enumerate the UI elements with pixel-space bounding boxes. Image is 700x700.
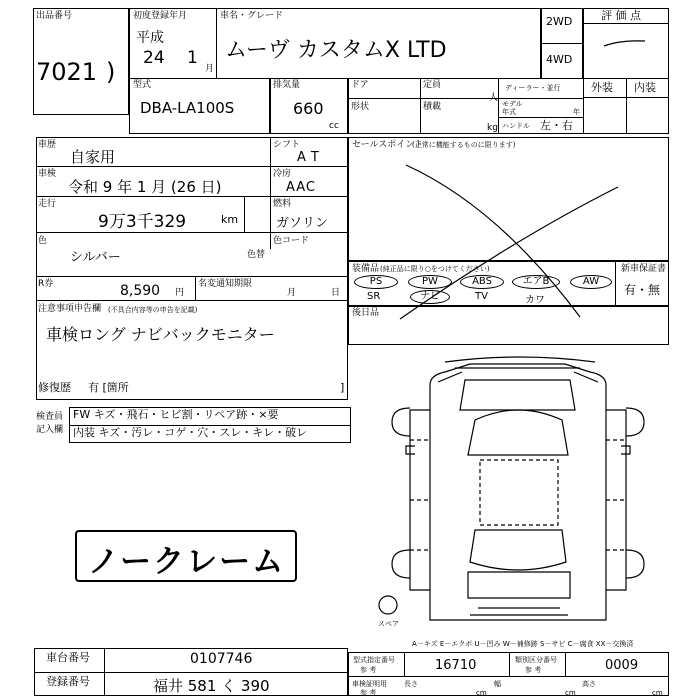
equip-abs: ABS — [460, 275, 504, 289]
recycle-value: 8,590 — [120, 283, 161, 299]
dealer-label: ディーラー・並行 — [505, 84, 561, 92]
displacement-value: 660 — [293, 99, 324, 118]
mileage-label: 走行 — [38, 199, 57, 209]
mileage-value: 9万3千329 — [98, 212, 187, 232]
length-label: 長さ — [404, 680, 418, 688]
type-label: 型式 — [133, 80, 152, 90]
notes-label: 注意事項申告欄 — [38, 304, 102, 314]
lot-label: 出品番号 — [36, 11, 73, 21]
type-spec-value: 16710 — [435, 658, 477, 673]
notes-sub: (不具合内容等の申告を記載) — [108, 306, 198, 314]
car-diagram — [370, 350, 670, 630]
plate-value: 福井 581 く 390 — [153, 677, 270, 695]
loading-unit: kg — [487, 123, 498, 133]
sales-point-label: セールスポイント — [352, 140, 424, 150]
spare-label: スペア — [378, 620, 399, 628]
rear-items-box — [348, 305, 669, 345]
year-unit: 年 — [573, 108, 580, 116]
repair-value: 有 [箇所 — [88, 381, 129, 394]
equip-ps: PS — [354, 275, 398, 289]
shift-label: シフト — [273, 140, 301, 150]
fuel-label: 燃料 — [273, 199, 292, 209]
car-name: ムーヴ カスタムX LTD — [225, 38, 447, 63]
month-unit: 月 — [205, 64, 215, 74]
vehicle-cert-label: 車検証明用 — [352, 680, 387, 688]
equipment-sub: (純正品に限り○をつけてください) — [380, 265, 490, 273]
fuel-value: ガソリン — [276, 216, 329, 231]
chassis-value: 0107746 — [190, 651, 253, 667]
displacement-label: 排気量 — [273, 80, 301, 90]
class-value: 0009 — [605, 658, 639, 673]
width-label: 幅 — [494, 680, 501, 688]
shape-label: 形状 — [351, 102, 370, 112]
inspection-value: 令和 9 年 1 月 (26 日) — [68, 178, 222, 196]
equip-leather: カワ — [525, 295, 545, 306]
inspector-label-2: 記入欄 — [36, 425, 64, 435]
seating-label: 定員 — [423, 80, 442, 90]
model-year-label: モデル 年式 — [502, 100, 523, 116]
chassis-label: 車台番号 — [46, 651, 90, 664]
first-reg-label: 初度登録年月 — [133, 11, 188, 21]
warranty-label: 新車保証書 — [621, 264, 667, 274]
car-name-label: 車名・グレード — [220, 11, 284, 21]
width-unit: cm — [565, 689, 576, 697]
equip-navi: ナビ — [410, 290, 450, 304]
doors-label: ドア — [351, 80, 369, 90]
mileage-unit: km — [221, 213, 239, 226]
type-spec-ref: 参 考 — [360, 666, 377, 674]
length-unit: cm — [476, 689, 487, 697]
inspection-label: 車検 — [38, 169, 57, 179]
shift-value: AT — [297, 150, 325, 165]
equip-airbag: エアB — [512, 275, 560, 289]
equip-pw: PW — [408, 275, 452, 289]
handle-label: ハンドル — [502, 122, 530, 130]
equip-tv: TV — [475, 291, 488, 302]
notes-text: 車検ロング ナビバックモニター — [46, 325, 275, 344]
handle-value: 左・右 — [540, 119, 573, 132]
month-label: 月 — [287, 288, 297, 298]
ac-value: AAC — [286, 180, 316, 195]
rear-items-label: 後日品 — [352, 308, 380, 318]
interior-label: 内装 — [634, 81, 656, 94]
equipment-label: 装備品 — [352, 264, 380, 274]
score-handwriting — [600, 32, 650, 52]
seating-unit: 人 — [489, 93, 499, 103]
plate-label: 登録番号 — [46, 675, 90, 688]
exterior-label: 外装 — [591, 81, 613, 94]
lot-number-stroke: ) — [106, 58, 116, 86]
ac-label: 冷房 — [273, 169, 292, 179]
history-value: 自家用 — [70, 148, 116, 166]
equip-sr: SR — [367, 291, 381, 302]
color-code-label: 色コード — [273, 236, 310, 246]
repair-close: ] — [340, 381, 345, 394]
type-spec-label: 型式指定番号 — [353, 656, 395, 664]
sales-point-sub: (正常に機能するものに限ります) — [412, 141, 516, 149]
recycle-unit: 円 — [175, 288, 185, 298]
lot-number: 7021 — [36, 58, 98, 86]
loading-label: 積載 — [423, 102, 442, 112]
class-ref: 参 考 — [525, 666, 542, 674]
inspector-label-1: 検査員 — [36, 412, 64, 422]
type-value: DBA-LA100S — [140, 99, 235, 117]
inspector-row-1: FW キズ・飛石・ヒビ割・リペア跡・×要 — [73, 408, 279, 421]
reg-month: 1 — [187, 48, 198, 68]
color-label: 色 — [38, 236, 48, 246]
displacement-unit: cc — [329, 121, 339, 131]
reg-year: 24 — [143, 48, 165, 68]
day-label: 日 — [331, 288, 341, 298]
score-label: 評 価 点 — [601, 9, 641, 22]
inspector-row-2: 内装 キズ・汚レ・コゲ・穴・スレ・キレ・破レ — [73, 426, 308, 439]
color-number-label: 色替 — [247, 250, 266, 260]
color-value: シルバー — [70, 250, 121, 265]
damage-legend: A－キズ E－エクボ U－凹み W－補修跡 S－サビ C－腐食 XX－交換済 — [412, 640, 634, 648]
repair-label: 修復歴 — [38, 381, 71, 394]
history-label: 車歴 — [38, 140, 57, 150]
height-label: 高さ — [582, 680, 596, 688]
title-limit-label: 名変通知期限 — [198, 279, 253, 289]
recycle-label: R券 — [38, 279, 54, 289]
drive-2wd: 2WD — [546, 15, 573, 28]
warranty-value: 有・無 — [624, 283, 661, 297]
equip-aw: AW — [570, 275, 612, 289]
height-unit: cm — [652, 689, 663, 697]
no-claim-text: ノークレーム — [88, 544, 286, 580]
era: 平成 — [136, 30, 164, 46]
class-label: 類別区分番号 — [515, 656, 557, 664]
drive-4wd: 4WD — [546, 53, 573, 66]
vehicle-cert-ref: 参 考 — [360, 689, 377, 697]
